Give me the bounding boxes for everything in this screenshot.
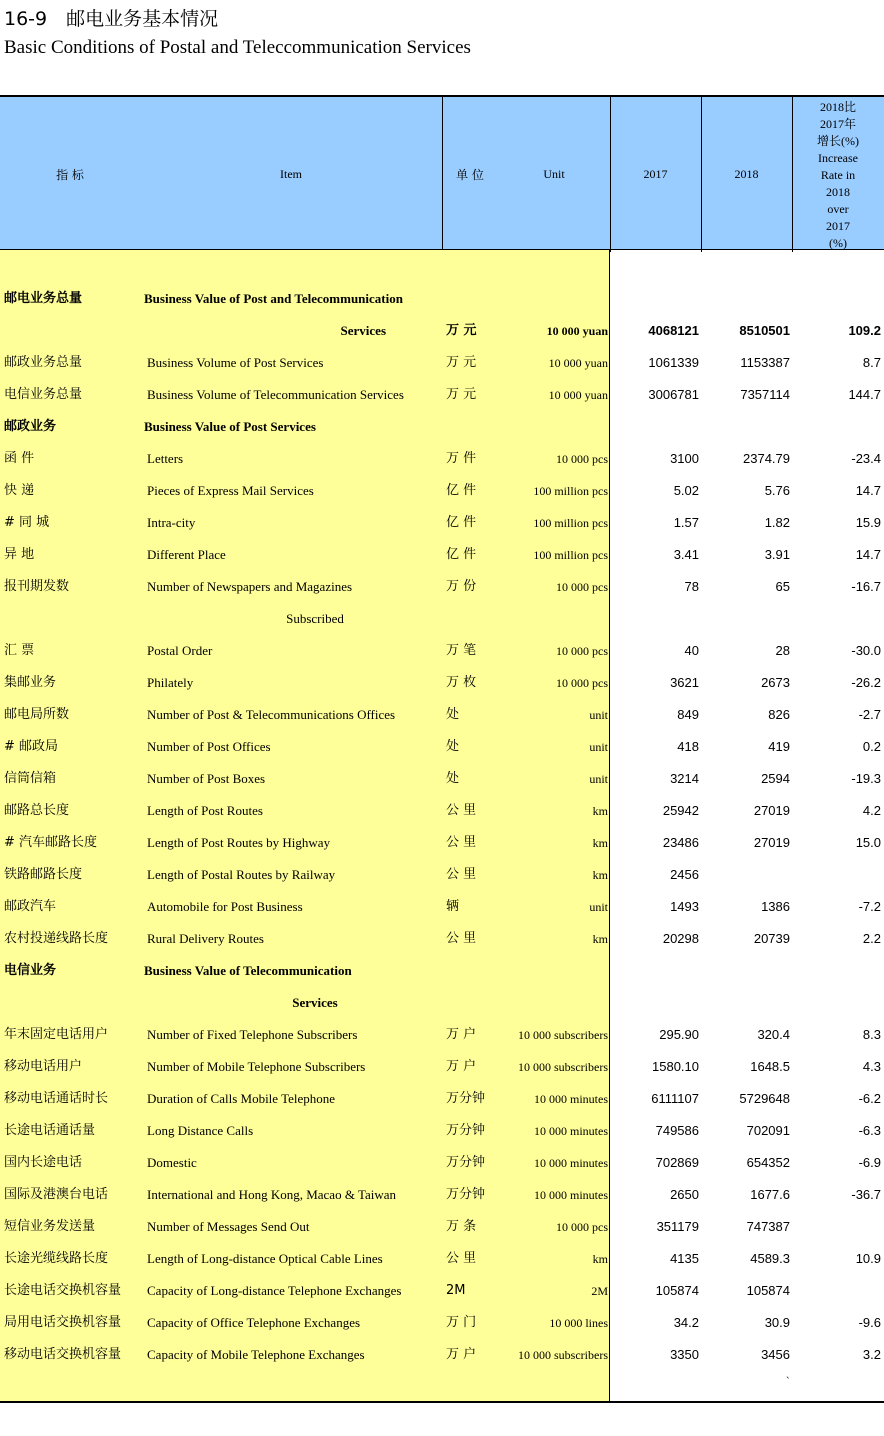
row-indicator-cn: 年末固定电话用户 xyxy=(4,1027,109,1042)
row-unit-en: unit xyxy=(589,900,608,914)
row-unit-en: 10 000 minutes xyxy=(534,1092,608,1106)
table-row xyxy=(0,827,884,859)
row-indicator-cn: 邮电业务总量 xyxy=(4,291,83,306)
row-item-en: Different Place xyxy=(147,547,226,562)
row-unit-en: 10 000 pcs xyxy=(556,452,608,466)
row-item-en: Duration of Calls Mobile Telephone xyxy=(147,1091,336,1106)
row-item-en: Number of Post Boxes xyxy=(147,771,266,786)
table-row xyxy=(0,443,884,475)
row-rate: -26.2 xyxy=(851,675,881,690)
row-value-2017: 23486 xyxy=(662,835,699,850)
row-indicator-cn: 铁路邮路长度 xyxy=(4,867,83,882)
row-unit-cn: 2M xyxy=(446,1283,466,1298)
row-indicator-cn: 长途电话通话量 xyxy=(4,1123,96,1138)
row-unit-en: km xyxy=(592,836,608,850)
row-unit-en: 10 000 pcs xyxy=(556,580,608,594)
row-rate: -2.7 xyxy=(858,707,881,722)
row-value-2018: 1.82 xyxy=(764,515,790,530)
row-value-2018: 747387 xyxy=(746,1219,790,1234)
row-value-2018: 320.4 xyxy=(757,1027,790,1042)
row-item-en: Length of Post Routes by Highway xyxy=(147,835,331,850)
table-row xyxy=(0,699,884,731)
row-value-2018: 65 xyxy=(775,579,790,594)
row-rate: -7.2 xyxy=(858,899,881,914)
row-item-en: Letters xyxy=(147,451,184,466)
row-rate: 14.7 xyxy=(855,547,881,562)
row-value-2018: 2594 xyxy=(761,771,790,786)
table-row xyxy=(0,1051,884,1083)
row-unit-cn: 处 xyxy=(446,739,460,754)
row-value-2017: 3350 xyxy=(670,1347,699,1362)
header-rate-line: 2017年 xyxy=(819,117,856,131)
header-2018: 2018 xyxy=(734,167,759,181)
row-rate: 144.7 xyxy=(848,387,881,402)
row-indicator-cn: 移动电话用户 xyxy=(4,1059,83,1074)
row-indicator-cn: 异 地 xyxy=(4,547,35,562)
row-indicator-cn: 移动电话交换机容量 xyxy=(4,1347,122,1362)
row-rate: -36.7 xyxy=(851,1187,881,1202)
row-item-en: Capacity of Mobile Telephone Exchanges xyxy=(147,1347,365,1362)
row-rate: 8.7 xyxy=(862,355,881,370)
row-item-en: Domestic xyxy=(147,1155,197,1170)
row-item-en: Subscribed xyxy=(286,611,344,626)
row-unit-en: 10 000 minutes xyxy=(534,1156,608,1170)
row-value-2018: 105874 xyxy=(746,1283,790,1298)
row-indicator-cn: 报刊期发数 xyxy=(4,579,70,594)
table-row xyxy=(0,283,884,315)
row-indicator-cn: 局用电话交换机容量 xyxy=(4,1315,122,1330)
row-value-2018: 1648.5 xyxy=(750,1059,790,1074)
row-value-2018: 30.9 xyxy=(764,1315,790,1330)
row-rate: 4.2 xyxy=(862,803,881,818)
table-row xyxy=(0,891,884,923)
row-indicator-cn: 汇 票 xyxy=(4,643,35,658)
row-unit-cn: 万 件 xyxy=(446,451,477,466)
row-value-2017: 418 xyxy=(677,739,699,754)
row-unit-cn: 公 里 xyxy=(446,835,477,850)
row-item-en: Length of Postal Routes by Railway xyxy=(147,867,336,882)
row-indicator-cn: 邮政业务总量 xyxy=(4,355,83,370)
row-unit-en: unit xyxy=(589,708,608,722)
row-unit-en: 10 000 yuan xyxy=(546,324,608,338)
row-item-en: Capacity of Long-distance Telephone Exchanges xyxy=(147,1283,402,1298)
row-rate: 14.7 xyxy=(855,483,881,498)
row-unit-cn: 亿 件 xyxy=(446,483,477,498)
row-item-en: Long Distance Calls xyxy=(147,1123,254,1138)
row-unit-en: km xyxy=(592,804,608,818)
row-indicator-cn: 移动电话通话时长 xyxy=(4,1091,109,1106)
row-value-2018: 27019 xyxy=(753,803,790,818)
row-indicator-cn: 快 递 xyxy=(4,483,35,498)
row-unit-cn: 万分钟 xyxy=(446,1187,486,1202)
row-unit-en: unit xyxy=(589,740,608,754)
row-item-en: Pieces of Express Mail Services xyxy=(147,483,314,498)
row-unit-cn: 万 户 xyxy=(446,1347,477,1362)
row-unit-cn: 万分钟 xyxy=(446,1123,486,1138)
row-rate: 15.0 xyxy=(855,835,881,850)
row-rate: -6.3 xyxy=(858,1123,881,1138)
table-row xyxy=(0,475,884,507)
table-row xyxy=(0,859,884,891)
row-unit-cn: 万 元 xyxy=(446,387,477,402)
table-row xyxy=(0,795,884,827)
row-value-2017: 749586 xyxy=(655,1123,699,1138)
row-item-en: Postal Order xyxy=(147,643,213,658)
table-row xyxy=(0,1115,884,1147)
row-unit-en: km xyxy=(592,868,608,882)
row-unit-cn: 亿 件 xyxy=(446,515,477,530)
row-unit-cn: 亿 件 xyxy=(446,547,477,562)
header-rate xyxy=(793,99,883,252)
row-value-2017: 1061339 xyxy=(648,355,699,370)
row-unit-cn: 公 里 xyxy=(446,931,477,946)
row-value-2018: 654352 xyxy=(746,1155,790,1170)
header-indicator: 指 标 xyxy=(56,168,84,182)
row-item-en: Services xyxy=(292,995,338,1010)
row-item-en: Business Value of Post and Telecommunication xyxy=(144,291,403,306)
row-indicator-cn: 邮路总长度 xyxy=(4,803,70,818)
table-header xyxy=(0,95,884,250)
page-title-cn: 16-9 邮电业务基本情况 xyxy=(4,8,219,30)
row-indicator-cn: # 同 城 xyxy=(4,515,50,530)
row-indicator-cn: 长途电话交换机容量 xyxy=(4,1283,122,1298)
row-indicator-cn: # 汽车邮路长度 xyxy=(4,835,98,850)
header-rate-line: 2018比 xyxy=(819,100,856,114)
header-rate-line: 增长(%) xyxy=(817,134,859,148)
table-row xyxy=(0,667,884,699)
row-unit-cn: 万分钟 xyxy=(446,1155,486,1170)
row-value-2017: 3214 xyxy=(670,771,699,786)
row-rate: -6.2 xyxy=(858,1091,881,1106)
header-item: Item xyxy=(280,167,302,181)
table-row xyxy=(0,539,884,571)
row-unit-cn: 万 条 xyxy=(446,1219,477,1234)
row-unit-en: 10 000 lines xyxy=(549,1316,608,1330)
row-item-en: Capacity of Office Telephone Exchanges xyxy=(147,1315,361,1330)
table-row xyxy=(0,955,884,987)
row-value-2018: 826 xyxy=(768,707,790,722)
row-unit-en: 10 000 yuan xyxy=(548,356,608,370)
row-value-2018: 5729648 xyxy=(739,1091,790,1106)
table-row xyxy=(0,1019,884,1051)
row-item-en: Number of Post Offices xyxy=(147,739,271,754)
row-value-2017: 702869 xyxy=(655,1155,699,1170)
row-rate: 15.9 xyxy=(855,515,881,530)
row-indicator-cn: 长途光缆线路长度 xyxy=(4,1251,109,1266)
row-item-en: Services xyxy=(340,323,386,338)
row-unit-en: 10 000 subscribers xyxy=(518,1348,608,1362)
row-unit-en: 100 million pcs xyxy=(533,548,608,562)
table-row xyxy=(0,379,884,411)
row-unit-cn: 处 xyxy=(446,707,460,722)
row-unit-en: 10 000 pcs xyxy=(556,1220,608,1234)
row-item-en: Number of Messages Send Out xyxy=(147,1219,310,1234)
row-unit-cn: 辆 xyxy=(446,899,460,914)
row-unit-en: 10 000 pcs xyxy=(556,644,608,658)
row-item-en: Length of Long-distance Optical Cable Lines xyxy=(147,1251,383,1266)
row-item-en: Automobile for Post Business xyxy=(147,899,303,914)
header-rate-line: Rate in xyxy=(820,168,856,182)
table-row xyxy=(0,1147,884,1179)
row-unit-cn: 公 里 xyxy=(446,1251,477,1266)
row-unit-en: km xyxy=(592,932,608,946)
row-value-2018: 419 xyxy=(768,739,790,754)
header-rate-line: 2018 xyxy=(826,185,850,199)
header-rate-line: over xyxy=(827,202,849,216)
row-unit-en: 100 million pcs xyxy=(533,484,608,498)
row-value-2017: 34.2 xyxy=(673,1315,699,1330)
table-row xyxy=(0,1307,884,1339)
header-rate-line: (%) xyxy=(829,236,847,250)
row-value-2018: 1153387 xyxy=(740,355,790,370)
row-value-2018: 5.76 xyxy=(764,483,790,498)
table-row xyxy=(0,315,884,347)
header-unit-cn: 单 位 xyxy=(456,168,484,182)
row-unit-cn: 万 门 xyxy=(446,1315,477,1330)
row-value-2018: 1677.6 xyxy=(750,1187,790,1202)
row-unit-cn: 万 笔 xyxy=(446,643,477,658)
table-row xyxy=(0,347,884,379)
row-unit-en: 10 000 yuan xyxy=(548,388,608,402)
row-value-2018: 3456 xyxy=(761,1347,790,1362)
row-rate: -9.6 xyxy=(858,1315,881,1330)
row-indicator-cn: 农村投递线路长度 xyxy=(4,931,109,946)
table-row xyxy=(0,411,884,443)
row-value-2017: 2650 xyxy=(670,1187,699,1202)
footnote-mark: ` xyxy=(786,1376,790,1388)
row-unit-cn: 万 元 xyxy=(446,355,477,370)
row-item-en: Number of Newspapers and Magazines xyxy=(147,579,353,594)
row-value-2017: 78 xyxy=(684,579,699,594)
row-value-2017: 849 xyxy=(677,707,699,722)
table-row xyxy=(0,1083,884,1115)
row-unit-en: 10 000 subscribers xyxy=(518,1028,608,1042)
row-unit-cn: 公 里 xyxy=(446,867,477,882)
row-unit-en: 10 000 subscribers xyxy=(518,1060,608,1074)
row-indicator-cn: 国内长途电话 xyxy=(4,1155,83,1170)
row-value-2017: 351179 xyxy=(656,1219,699,1234)
row-value-2017: 3.41 xyxy=(673,547,699,562)
row-value-2017: 1580.10 xyxy=(652,1059,699,1074)
row-value-2017: 6111107 xyxy=(651,1091,699,1106)
row-unit-cn: 公 里 xyxy=(446,803,477,818)
row-value-2018: 702091 xyxy=(746,1123,790,1138)
row-value-2017: 20298 xyxy=(662,931,699,946)
row-value-2017: 4068121 xyxy=(648,323,699,338)
row-value-2018: 8510501 xyxy=(739,323,790,338)
table-row xyxy=(0,635,884,667)
row-value-2017: 3100 xyxy=(670,451,699,466)
row-value-2018: 1386 xyxy=(761,899,790,914)
row-indicator-cn: 短信业务发送量 xyxy=(4,1219,96,1234)
header-rate-line: 2017 xyxy=(826,219,850,233)
row-unit-en: 10 000 minutes xyxy=(534,1188,608,1202)
row-unit-cn: 万 枚 xyxy=(446,675,477,690)
row-value-2018: 27019 xyxy=(753,835,790,850)
row-unit-cn: 万分钟 xyxy=(446,1091,486,1106)
row-indicator-cn: 电信业务 xyxy=(4,963,57,978)
row-rate: 10.9 xyxy=(855,1251,881,1266)
row-item-en: Number of Post & Telecommunications Offices xyxy=(147,707,396,722)
row-unit-en: km xyxy=(592,1252,608,1266)
table-row xyxy=(0,987,884,1019)
row-unit-cn: 处 xyxy=(446,771,460,786)
table-row xyxy=(0,507,884,539)
row-rate: 2.2 xyxy=(862,931,881,946)
row-indicator-cn: 信筒信箱 xyxy=(4,771,57,786)
row-value-2017: 1493 xyxy=(670,899,699,914)
data-table xyxy=(0,95,884,1403)
row-item-en: Number of Fixed Telephone Subscribers xyxy=(147,1027,358,1042)
table-row xyxy=(0,1243,884,1275)
row-value-2017: 3006781 xyxy=(648,387,699,402)
table-row xyxy=(0,923,884,955)
row-item-en: Business Volume of Post Services xyxy=(147,355,324,370)
table-row xyxy=(0,1179,884,1211)
table-row xyxy=(0,731,884,763)
row-unit-en: unit xyxy=(589,772,608,786)
table-row xyxy=(0,1275,884,1307)
row-value-2018: 4589.3 xyxy=(750,1251,790,1266)
row-rate: 0.2 xyxy=(862,739,881,754)
bottom-rule xyxy=(0,1401,884,1403)
row-rate: -16.7 xyxy=(851,579,881,594)
row-rate: 4.3 xyxy=(862,1059,881,1074)
row-value-2017: 25942 xyxy=(662,803,699,818)
row-value-2017: 2456 xyxy=(670,867,699,882)
header-2017: 2017 xyxy=(643,167,668,181)
row-indicator-cn: 邮政业务 xyxy=(4,419,57,434)
row-value-2017: 3621 xyxy=(670,675,699,690)
row-item-en: Length of Post Routes xyxy=(147,803,263,818)
row-unit-cn: 万 户 xyxy=(446,1027,477,1042)
row-value-2017: 105874 xyxy=(655,1283,699,1298)
row-unit-en: 2M xyxy=(591,1284,608,1298)
row-rate: -6.9 xyxy=(858,1155,881,1170)
row-rate: -30.0 xyxy=(851,643,881,658)
header-unit-en: Unit xyxy=(543,167,565,181)
row-item-en: Business Value of Telecommunication xyxy=(144,963,352,978)
row-rate: 109.2 xyxy=(848,323,881,338)
table-row xyxy=(0,571,884,603)
table-row xyxy=(0,603,884,635)
row-value-2017: 295.90 xyxy=(659,1027,699,1042)
row-unit-cn: 万 元 xyxy=(446,323,477,338)
row-rate: -19.3 xyxy=(851,771,881,786)
row-unit-en: 10 000 minutes xyxy=(534,1124,608,1138)
page-title-en: Basic Conditions of Postal and Teleccommunication Services xyxy=(4,37,471,58)
row-unit-cn: 万 户 xyxy=(446,1059,477,1074)
row-item-en: Business Volume of Telecommunication Services xyxy=(147,387,404,402)
table-row xyxy=(0,763,884,795)
row-value-2018: 28 xyxy=(775,643,790,658)
row-indicator-cn: 邮政汽车 xyxy=(4,899,57,914)
row-value-2018: 2673 xyxy=(761,675,790,690)
row-unit-en: 100 million pcs xyxy=(533,516,608,530)
row-value-2018: 3.91 xyxy=(764,547,790,562)
row-unit-cn: 万 份 xyxy=(446,579,477,594)
row-indicator-cn: # 邮政局 xyxy=(4,739,59,754)
table-row xyxy=(0,1211,884,1243)
row-item-en: Rural Delivery Routes xyxy=(147,931,264,946)
row-value-2017: 5.02 xyxy=(673,483,699,498)
row-item-en: Philately xyxy=(147,675,194,690)
row-item-en: Number of Mobile Telephone Subscribers xyxy=(147,1059,366,1074)
table-row xyxy=(0,1339,884,1371)
row-indicator-cn: 函 件 xyxy=(4,451,35,466)
row-indicator-cn: 电信业务总量 xyxy=(4,387,83,402)
row-indicator-cn: 邮电局所数 xyxy=(4,707,70,722)
row-value-2018: 2374.79 xyxy=(743,451,790,466)
row-rate: 8.3 xyxy=(862,1027,881,1042)
row-value-2017: 4135 xyxy=(670,1251,699,1266)
row-indicator-cn: 国际及港澳台电话 xyxy=(4,1187,109,1202)
row-item-en: Intra-city xyxy=(147,515,196,530)
row-item-en: Business Value of Post Services xyxy=(144,419,316,434)
row-item-en: International and Hong Kong, Macao & Taiwan xyxy=(147,1187,397,1202)
row-value-2017: 40 xyxy=(684,643,699,658)
row-value-2018: 20739 xyxy=(753,931,790,946)
row-indicator-cn: 集邮业务 xyxy=(4,675,57,690)
row-unit-en: 10 000 pcs xyxy=(556,676,608,690)
row-rate: 3.2 xyxy=(862,1347,881,1362)
row-value-2017: 1.57 xyxy=(673,515,699,530)
row-value-2018: 7357114 xyxy=(740,387,790,402)
header-rate-line: Increase xyxy=(818,151,858,165)
row-rate: -23.4 xyxy=(851,451,881,466)
